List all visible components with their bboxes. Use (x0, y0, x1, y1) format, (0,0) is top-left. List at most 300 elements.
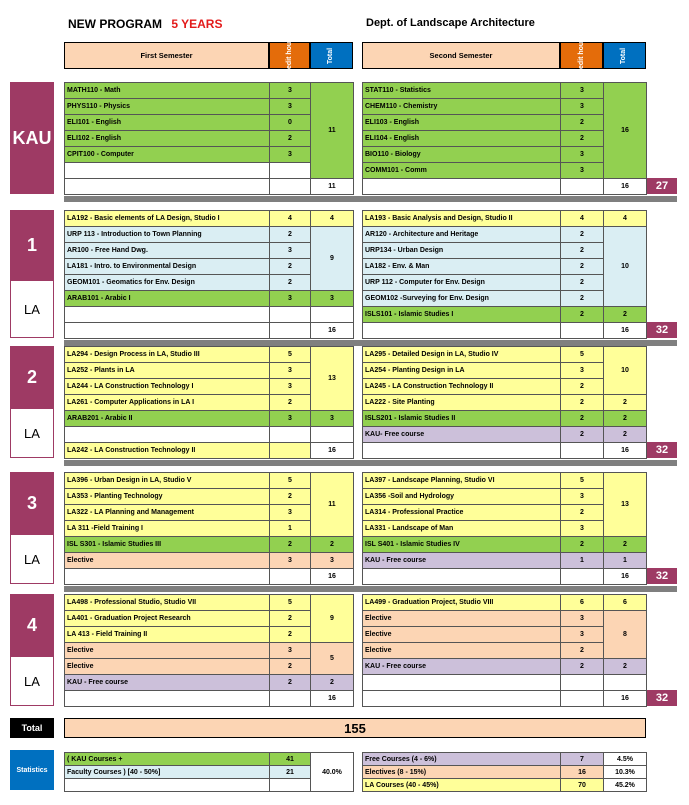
group-total: 8 (604, 611, 647, 659)
group-total: 16 (604, 691, 647, 707)
stat-row (65, 779, 354, 792)
course-table-left (64, 82, 354, 195)
years-label: 5 YEARS (171, 17, 223, 31)
table-row (363, 323, 647, 339)
table-row (363, 411, 647, 427)
table-row (65, 427, 354, 443)
stat-row (65, 766, 354, 779)
course-name: URP 113 - Introduction to Town Planning (65, 227, 270, 243)
stat-name: LA Courses (40 - 45%) (363, 779, 561, 792)
year-label-3 (10, 472, 54, 584)
table-row (65, 363, 354, 379)
semester-total: 16 (311, 323, 354, 339)
course-name: ELI104 - English (363, 131, 561, 147)
table-row (65, 147, 354, 163)
credit-hours: 5 (561, 347, 604, 363)
year-number: 4 (10, 594, 54, 656)
group-total: 2 (604, 307, 647, 323)
semester-total: 16 (604, 179, 647, 195)
stat-name: ( KAU Courses + (65, 753, 270, 766)
credit-hours: 6 (561, 595, 604, 611)
year-number: 3 (10, 472, 54, 534)
credit-hours: 3 (561, 99, 604, 115)
course-name: GEOM101 - Geomatics for Env. Design (65, 275, 270, 291)
credit-hours (561, 323, 604, 339)
statistics-label: Statistics (10, 750, 54, 790)
table-row (65, 131, 354, 147)
year-total: 32 (647, 442, 677, 458)
course-name: MATH110 - Math (65, 83, 270, 99)
credit-hours (270, 163, 311, 179)
credit-hours: 3 (270, 379, 311, 395)
course-name: LA397 - Landscape Planning, Studio VI (363, 473, 561, 489)
course-name (65, 691, 270, 707)
block-separator (64, 586, 677, 592)
credit-hours (270, 179, 311, 195)
table-row (65, 489, 354, 505)
department-code: LA (10, 534, 54, 584)
credit-hours: 2 (270, 489, 311, 505)
semester-total: 11 (311, 179, 354, 195)
course-name: AR120 - Architecture and Heritage (363, 227, 561, 243)
stat-row (65, 753, 354, 766)
table-row (363, 611, 647, 627)
table-row (65, 569, 354, 585)
department-title: Dept. of Landscape Architecture (366, 17, 535, 29)
course-name: LA499 - Graduation Project, Studio VIII (363, 595, 561, 611)
course-name: URP134 - Urban Design (363, 243, 561, 259)
table-row (363, 427, 647, 443)
course-name: LA254 - Planting Design in LA (363, 363, 561, 379)
table-row (65, 675, 354, 691)
semester-total: 16 (604, 323, 647, 339)
table-row (65, 659, 354, 675)
table-row (65, 163, 354, 179)
table-row (65, 211, 354, 227)
table-row (363, 307, 647, 323)
table-row (65, 521, 354, 537)
course-name (65, 427, 270, 443)
table-row (363, 569, 647, 585)
credit-hours (270, 323, 311, 339)
group-total: 16 (311, 569, 354, 585)
year-number: KAU (10, 82, 54, 194)
course-name: LA181 - Intro. to Environmental Design (65, 259, 270, 275)
course-name: Elective (65, 553, 270, 569)
course-table-right (362, 472, 647, 585)
course-name: LA314 - Professional Practice (363, 505, 561, 521)
course-name: KAU - Free course (363, 553, 561, 569)
stat-value: 7 (561, 753, 604, 766)
course-name: AR100 - Free Hand Dwg. (65, 243, 270, 259)
credit-hours: 3 (270, 643, 311, 659)
credit-hours: 2 (270, 275, 311, 291)
group-total: 2 (604, 395, 647, 411)
stat-name (65, 779, 270, 792)
course-name: LA401 - Graduation Project Research (65, 611, 270, 627)
course-name: URP 112 - Computer for Env. Design (363, 275, 561, 291)
total-label: Total (327, 47, 335, 64)
table-row (363, 691, 647, 707)
year-number: 2 (10, 346, 54, 408)
group-total: 16 (604, 443, 647, 459)
group-total: 11 (311, 473, 354, 537)
course-name (65, 323, 270, 339)
credit-hours: 5 (270, 347, 311, 363)
table-row (65, 275, 354, 291)
course-name: KAU- Free course (363, 427, 561, 443)
course-name: CHEM110 - Chemistry (363, 99, 561, 115)
group-total: 10 (604, 347, 647, 395)
course-name: ISLS101 - Islamic Studies I (363, 307, 561, 323)
course-name (65, 179, 270, 195)
course-name: Elective (363, 643, 561, 659)
credit-hours (270, 443, 311, 459)
course-table-left (64, 210, 354, 339)
table-row (65, 179, 354, 195)
table-row (363, 595, 647, 611)
course-name (65, 163, 270, 179)
credit-hours: 3 (561, 611, 604, 627)
credit-hours: 3 (270, 243, 311, 259)
table-row (363, 179, 647, 195)
program-label: NEW PROGRAM (68, 17, 162, 31)
group-total: 3 (311, 411, 354, 427)
course-table-right (362, 210, 647, 339)
course-name: LA322 - LA Planning and Management (65, 505, 270, 521)
group-total: 2 (311, 537, 354, 553)
course-table-right (362, 594, 647, 707)
table-row (65, 259, 354, 275)
table-row (363, 395, 647, 411)
credit-hours: 2 (270, 227, 311, 243)
course-name: ELI103 - English (363, 115, 561, 131)
credit-hours: 2 (270, 659, 311, 675)
credit-hours (561, 675, 604, 691)
group-total (311, 427, 354, 443)
stat-row (363, 766, 647, 779)
course-name (363, 691, 561, 707)
course-name: COMM101 - Comm (363, 163, 561, 179)
course-name: LA245 - LA Construction Technology II (363, 379, 561, 395)
stat-value: 21 (270, 766, 311, 779)
group-total: 6 (604, 595, 647, 611)
year-label-4 (10, 594, 54, 706)
course-name: LA192 - Basic elements of LA Design, Studio I (65, 211, 270, 227)
course-name: ISL S301 - Islamic Studies III (65, 537, 270, 553)
credit-hours: 2 (561, 427, 604, 443)
credit-hours: 3 (270, 83, 311, 99)
table-row (65, 83, 354, 99)
credit-hours: 2 (561, 131, 604, 147)
credit-hours: 2 (561, 227, 604, 243)
credit-hours (561, 443, 604, 459)
credit-hours (561, 569, 604, 585)
table-row (363, 675, 647, 691)
year-number: 1 (10, 210, 54, 280)
credit-hours-header-right (560, 34, 603, 77)
course-table-right (362, 346, 647, 459)
credit-hours: 2 (561, 307, 604, 323)
course-name: LA 311 -Field Training I (65, 521, 270, 537)
total-header-left (310, 42, 353, 69)
table-row (363, 211, 647, 227)
course-name: LA182 - Env. & Man (363, 259, 561, 275)
credit-hours: 2 (270, 259, 311, 275)
course-name: BIO110 - Biology (363, 147, 561, 163)
total-label: Total (620, 47, 628, 64)
block-separator (64, 196, 677, 202)
table-row (65, 643, 354, 659)
course-name: LA244 - LA Construction Technology I (65, 379, 270, 395)
course-name (363, 323, 561, 339)
course-name: ARAB201 - Arabic II (65, 411, 270, 427)
table-row (363, 347, 647, 363)
course-table-right (362, 82, 647, 195)
program-title (68, 17, 222, 31)
group-total: 3 (311, 553, 354, 569)
table-row (65, 227, 354, 243)
table-row (65, 611, 354, 627)
table-row (65, 291, 354, 307)
year-total: 32 (647, 690, 677, 706)
group-total: 13 (311, 347, 354, 411)
course-name: ARAB101 - Arabic I (65, 291, 270, 307)
group-total: 2 (604, 537, 647, 553)
stat-row (363, 753, 647, 766)
stat-percent: 45.2% (604, 779, 647, 792)
table-row (65, 505, 354, 521)
credit-hours (270, 691, 311, 707)
course-name (65, 307, 270, 323)
credit-hours: 3 (270, 363, 311, 379)
credit-hours: 2 (561, 275, 604, 291)
year-total: 27 (647, 178, 677, 194)
course-name: LA294 - Design Process in LA, Studio III (65, 347, 270, 363)
credit-hours (270, 569, 311, 585)
credit-hours: 2 (561, 115, 604, 131)
credit-hours: 2 (561, 395, 604, 411)
credit-hours-label: Credit hours (577, 34, 585, 77)
course-name: ELI102 - English (65, 131, 270, 147)
group-total: 4 (604, 211, 647, 227)
credit-hours (270, 307, 311, 323)
table-row (363, 227, 647, 243)
course-name: ISLS201 - Islamic Studies II (363, 411, 561, 427)
course-name: LA252 - Plants in LA (65, 363, 270, 379)
credit-hours: 3 (561, 521, 604, 537)
credit-hours: 2 (270, 131, 311, 147)
table-row (65, 115, 354, 131)
course-name: KAU - Free course (363, 659, 561, 675)
table-row (363, 659, 647, 675)
course-name: LA295 - Detailed Design in LA, Studio IV (363, 347, 561, 363)
group-total: 11 (311, 83, 354, 179)
credit-hours: 3 (270, 291, 311, 307)
group-total: 2 (604, 659, 647, 675)
year-total: 32 (647, 568, 677, 584)
course-name: LA356 -Soil and Hydrology (363, 489, 561, 505)
group-total: 16 (311, 691, 354, 707)
course-name: GEOM102 -Surveying for Env. Design (363, 291, 561, 307)
table-row (363, 83, 647, 99)
credit-hours: 1 (270, 521, 311, 537)
credit-hours-header-left (269, 34, 310, 77)
group-total: 5 (311, 643, 354, 675)
group-total: 2 (604, 427, 647, 443)
stat-value (270, 779, 311, 792)
year-label-kau (10, 82, 54, 194)
department-code: LA (10, 656, 54, 706)
course-name: LA242 - LA Construction Technology II (65, 443, 270, 459)
credit-hours: 3 (270, 505, 311, 521)
course-name: LA396 - Urban Design in LA, Studio V (65, 473, 270, 489)
stat-value: 41 (270, 753, 311, 766)
group-total: 9 (311, 595, 354, 643)
group-total: 1 (604, 553, 647, 569)
table-row (363, 537, 647, 553)
course-name: LA 413 - Field Training II (65, 627, 270, 643)
table-row (65, 473, 354, 489)
table-row (65, 347, 354, 363)
credit-hours: 2 (561, 243, 604, 259)
total-header-right (603, 42, 646, 69)
course-name: CPIT100 - Computer (65, 147, 270, 163)
stat-value: 70 (561, 779, 604, 792)
table-row (65, 395, 354, 411)
table-row (65, 379, 354, 395)
group-total: 9 (311, 227, 354, 291)
credit-hours: 3 (270, 147, 311, 163)
credit-hours: 5 (561, 473, 604, 489)
course-name: Elective (65, 659, 270, 675)
table-row (65, 595, 354, 611)
course-name: Elective (363, 611, 561, 627)
credit-hours: 1 (561, 553, 604, 569)
group-total: 16 (604, 569, 647, 585)
credit-hours: 2 (561, 291, 604, 307)
statistics-right-table (362, 752, 647, 792)
table-row (65, 627, 354, 643)
table-row (65, 243, 354, 259)
credit-hours: 2 (561, 659, 604, 675)
course-name (363, 675, 561, 691)
course-name: LA353 - Planting Technology (65, 489, 270, 505)
group-total (604, 675, 647, 691)
course-name: ELI101 - English (65, 115, 270, 131)
course-name (363, 179, 561, 195)
credit-hours: 0 (270, 115, 311, 131)
credit-hours: 2 (270, 611, 311, 627)
credit-hours: 3 (270, 411, 311, 427)
course-name: LA331 - Landscape of Man (363, 521, 561, 537)
table-row (363, 473, 647, 489)
group-total: 16 (604, 83, 647, 179)
credit-hours: 2 (561, 505, 604, 521)
second-semester-header: Second Semester (362, 42, 560, 69)
stat-percent: 40.0% (311, 753, 354, 792)
group-total: 13 (604, 473, 647, 537)
year-label-2 (10, 346, 54, 458)
credit-hours: 2 (561, 379, 604, 395)
group-total (311, 307, 354, 323)
credit-hours: 2 (561, 411, 604, 427)
stat-name: Faculty Courses ) [40 - 50%] (65, 766, 270, 779)
credit-hours: 4 (561, 211, 604, 227)
table-row (65, 553, 354, 569)
year-label-1 (10, 210, 54, 338)
course-name: STAT110 - Statistics (363, 83, 561, 99)
credit-hours: 3 (561, 163, 604, 179)
stat-name: Electives (8 - 15%) (363, 766, 561, 779)
table-row (363, 553, 647, 569)
credit-hours: 3 (561, 363, 604, 379)
credit-hours: 3 (270, 99, 311, 115)
course-name: LA193 - Basic Analysis and Design, Studio II (363, 211, 561, 227)
table-row (65, 411, 354, 427)
table-row (65, 99, 354, 115)
table-row (65, 323, 354, 339)
course-table-left (64, 472, 354, 585)
credit-hours (270, 427, 311, 443)
course-name: PHYS110 - Physics (65, 99, 270, 115)
credit-hours: 3 (561, 489, 604, 505)
stat-value: 16 (561, 766, 604, 779)
stat-name: Free Courses (4 - 6%) (363, 753, 561, 766)
course-name: Elective (363, 627, 561, 643)
department-code: LA (10, 280, 54, 338)
stat-percent: 4.5% (604, 753, 647, 766)
course-name: LA498 - Professional Studio, Studio VII (65, 595, 270, 611)
credit-hours-label: Credit hours (285, 34, 293, 77)
course-name: LA261 - Computer Applications in LA I (65, 395, 270, 411)
credit-hours: 3 (561, 83, 604, 99)
credit-hours: 2 (270, 675, 311, 691)
stat-row (363, 779, 647, 792)
course-name: LA222 - Site Planting (363, 395, 561, 411)
table-row (65, 691, 354, 707)
course-name: ISL S401 - Islamic Studies IV (363, 537, 561, 553)
credit-hours: 5 (270, 595, 311, 611)
course-name (65, 569, 270, 585)
course-name: KAU - Free course (65, 675, 270, 691)
table-row (363, 443, 647, 459)
credit-hours: 2 (561, 643, 604, 659)
first-semester-header: First Semester (64, 42, 269, 69)
group-total: 3 (311, 291, 354, 307)
department-code: LA (10, 408, 54, 458)
table-row (65, 537, 354, 553)
stat-percent: 10.3% (604, 766, 647, 779)
total-value: 155 (64, 718, 646, 738)
block-separator (64, 460, 677, 466)
year-total: 32 (647, 322, 677, 338)
course-name (363, 443, 561, 459)
credit-hours: 3 (270, 553, 311, 569)
group-total: 10 (604, 227, 647, 307)
group-total: 2 (604, 411, 647, 427)
statistics-left-table (64, 752, 354, 792)
table-row (65, 307, 354, 323)
credit-hours: 2 (270, 537, 311, 553)
course-name: Elective (65, 643, 270, 659)
credit-hours (561, 179, 604, 195)
group-total: 16 (311, 443, 354, 459)
credit-hours: 2 (270, 395, 311, 411)
group-total: 4 (311, 211, 354, 227)
credit-hours: 3 (561, 627, 604, 643)
course-table-left (64, 594, 354, 707)
